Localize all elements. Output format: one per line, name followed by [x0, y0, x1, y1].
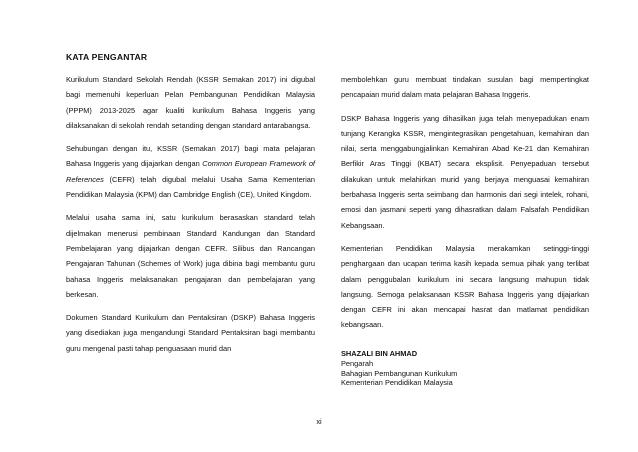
paragraph-followup: membolehkan guru membuat tindakan susulan bagi mempertingkat pencapaian murid dalam mata pelajaran Bahasa Inggeris. [341, 75, 589, 100]
page-number: xi [316, 417, 322, 426]
signatory-division: Bahagian Pembangunan Kurikulum [341, 368, 458, 378]
signature-block [341, 349, 589, 388]
paragraph-cefr [66, 141, 315, 202]
left-column [66, 72, 315, 364]
paragraph-appreciation: Kementerian Pendidikan Malaysia merakamkan setinggi-tinggi penghargaan dan ucapan terima kasih kepada semua pihak yang terlibat dalam penggubalan kurikulum ini secara langsung mahupun tidak langsung. Semoga pelaksanaan KSSR Bahasa Inggeris yang dijajarkan dengan CEFR ini akan mencapai hasrat dan matlamat pendidikan kebangsaan. [341, 243, 589, 330]
paragraph-integration: DSKP Bahasa Inggeris yang dihasilkan juga telah menyepadukan enam tunjang Kerangka KSSR, mengintegrasikan pengetahuan, kemahiran dan nilai, serta menggabungjalinkan Kemahiran Abad Ke-21 dan Kemahiran Berfikir Aras Tinggi (KBAT) secara eksplisit. Penyepaduan tersebut dilakukan untuk melahirkan murid yang berjaya menguasai kemahiran berbahasa Inggeris serta seimbang dan harmonis dari segi intelek, rohani, emosi dan jasmani seperti yang dihasratkan dalam Falsafah Pendidikan Kebangsaan. [341, 113, 589, 230]
signatory-ministry: Kementerian Pendidikan Malaysia [341, 377, 453, 387]
paragraph-cefr-text-b: (CEFR) telah digubal melalui Usaha Sama Kementerian Pendidikan Malaysia (KPM) dan Cambridge English (CE), United Kingdom. [66, 174, 315, 200]
signatory-title: Pengarah [341, 359, 374, 369]
paragraph-cefr-italic: Common European Framework of References [66, 159, 315, 184]
paragraph-cefr-text-a: Sehubungan dengan itu, KSSR (Semakan 2017) bagi mata pelajaran Bahasa Inggeris yang dijajarkan dengan [66, 144, 315, 169]
page-heading: KATA PENGANTAR [66, 52, 148, 62]
signatory-name: SHAZALI BIN AHMAD [341, 348, 418, 358]
paragraph-intro: Kurikulum Standard Sekolah Rendah (KSSR Semakan 2017) ini digubal bagi memenuhi keperluan Pelan Pembangunan Pendidikan Malaysia (PPPM) 2013-2025 agar kualiti kurikulum Bahasa Inggeris yang dilaksanakan di sekolah rendah setanding dengan standard antarabangsa. [66, 75, 315, 130]
paragraph-collaboration: Melalui usaha sama ini, satu kurikulum berasaskan standard telah dijelmakan menerusi pembinaan Standard Kandungan dan Standard Pembelajaran yang dijajarkan dengan CEFR. Silibus dan Rancangan Pengajaran Tahunan (Schemes of Work) juga dibina bagi membantu guru bahasa Inggeris melaksanakan pengajaran dan pembelajaran yang berkesan. [66, 213, 315, 299]
right-column [341, 72, 589, 387]
paragraph-dskp: Dokumen Standard Kurikulum dan Pentaksiran (DSKP) Bahasa Inggeris yang disediakan juga mengandungi Standard Pentaksiran bagi membantu guru mengenal pasti tahap penguasaan murid dan [66, 313, 315, 353]
